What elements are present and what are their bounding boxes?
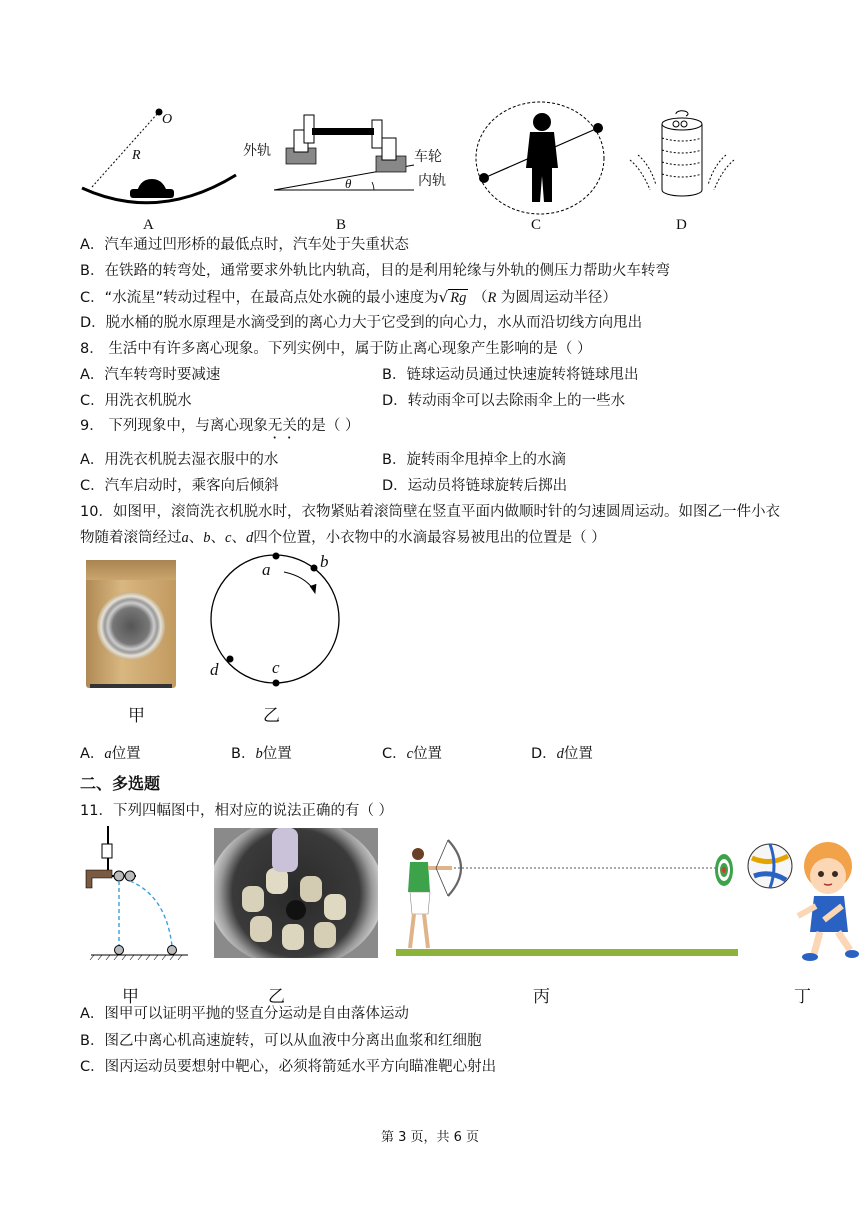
q10-stem-line2 xyxy=(80,528,606,548)
q10-var-b: b xyxy=(203,530,211,546)
caption-a: A xyxy=(143,217,154,233)
volleyball-girl-figure xyxy=(744,836,860,966)
q10-opt-a-var: a xyxy=(104,746,112,762)
q10-var-c: c xyxy=(225,530,232,546)
q8-option-b: B．链球运动员通过快速旋转将链球甩出 xyxy=(382,367,639,383)
q10-option-b xyxy=(231,744,292,764)
q10-option-a xyxy=(80,744,141,764)
sqrt-sign: √ xyxy=(438,288,449,306)
caption-11-jia: 甲 xyxy=(122,987,139,1006)
projectile-apparatus-figure xyxy=(86,826,196,966)
gloved-hand xyxy=(272,828,298,872)
q10-stem-line1: 10．如图甲，滚筒洗衣机脱水时，衣物紧贴着滚筒壁在竖直平面内做顺时针的匀速圆周运动。如图乙一件小衣 xyxy=(80,504,780,520)
q10-opt-b-var: b xyxy=(255,746,263,762)
archery-figure xyxy=(396,832,746,962)
q7-option-c-R: R xyxy=(487,290,497,306)
q9-stem xyxy=(80,416,359,442)
q9-stem-emphasis: 无关 xyxy=(267,418,297,434)
q10-opt-c-pre: C． xyxy=(382,746,407,762)
centrifuge-hub xyxy=(286,900,306,920)
q9-option-a: A．用洗衣机脱去湿衣服中的水 xyxy=(80,452,279,468)
caption-11-bing: 丙 xyxy=(533,987,550,1006)
sample-tube-7 xyxy=(314,922,336,948)
q9-stem-pre: 9． 下列现象中，与离心现象 xyxy=(80,418,268,434)
sample-tube-6 xyxy=(282,924,304,950)
q9-option-b: B．旋转雨伞甩掉伞上的水滴 xyxy=(382,452,566,468)
q8-stem: 8． 生活中有许多离心现象。下列实例中，属于防止离心现象产生影响的是（ ） xyxy=(80,341,592,357)
q10-var-a: a xyxy=(181,530,189,546)
caption-jia: 甲 xyxy=(128,706,145,725)
q10-opt-c-post: 位置 xyxy=(413,746,443,762)
q10-sep-2: 、 xyxy=(210,530,225,546)
q10-opt-b-pre: B． xyxy=(231,746,256,762)
sqrt-content: Rg xyxy=(450,290,467,306)
washer-panel xyxy=(86,560,176,580)
caption-11-yi: 乙 xyxy=(268,987,285,1006)
q7-option-c-paren: （ xyxy=(472,290,488,306)
q8-option-d: D．转动雨伞可以去除雨伞上的一些水 xyxy=(382,393,626,409)
q11-option-b: B．图乙中离心机高速旋转，可以从血液中分离出血浆和红细胞 xyxy=(80,1033,482,1049)
q10-opt-d-post: 位置 xyxy=(563,746,593,762)
q7-option-d: D．脱水桶的脱水原理是水滴受到的离心力大于它受到的向心力，水从而沿切线方向甩出 xyxy=(80,315,643,331)
caption-11-ding: 丁 xyxy=(794,987,811,1006)
label-R: R xyxy=(132,148,141,163)
q7-option-c xyxy=(80,287,617,308)
q10-sep-3: 、 xyxy=(231,530,246,546)
sample-tube-4 xyxy=(324,894,346,920)
q10-var-d: d xyxy=(245,530,254,546)
q10-option-c xyxy=(382,744,442,764)
centrifuge-photo xyxy=(214,828,378,958)
figure-c-water-meteor xyxy=(472,98,608,218)
label-outer-rail: 外轨 xyxy=(243,143,271,159)
q10-option-d xyxy=(531,744,593,764)
drum-label-b: b xyxy=(320,552,329,571)
q10-opt-a-post: 位置 xyxy=(111,746,141,762)
q10-opt-d-var: d xyxy=(556,746,564,762)
washer-door xyxy=(97,592,165,660)
washing-machine-photo xyxy=(86,560,176,688)
figure-a-concave-bridge xyxy=(78,105,243,205)
washer-feet xyxy=(90,684,172,688)
q10-opt-a-pre: A． xyxy=(80,746,105,762)
q11-stem: 11．下列四幅图中，相对应的说法正确的有（ ） xyxy=(80,803,394,819)
sample-tube-3 xyxy=(300,876,322,902)
q10-line2-pre: 物随着滚筒经过 xyxy=(80,530,182,546)
sample-tube-5 xyxy=(250,916,272,942)
page-footer: 第 3 页，共 6 页 xyxy=(380,1130,480,1145)
q11-option-c: C．图丙运动员要想射中靶心，必须将箭延水平方向瞄准靶心射出 xyxy=(80,1059,497,1075)
q8-option-c: C．用洗衣机脱水 xyxy=(80,393,192,409)
sample-tube-1 xyxy=(242,886,264,912)
q10-opt-d-pre: D． xyxy=(531,746,557,762)
figure-d-spin-dryer xyxy=(628,110,736,205)
q9-option-d: D．运动员将链球旋转后掷出 xyxy=(382,478,568,494)
q7-option-c-pre: C．“水流星”转动过程中，在最高点处水碗的最小速度为 xyxy=(80,290,439,306)
label-theta: θ xyxy=(345,176,352,191)
q7-option-b: B．在铁路的转弯处，通常要求外轨比内轨高，目的是利用轮缘与外轨的侧压力帮助火车转弯 xyxy=(80,263,670,279)
q9-stem-post: 的是（ ） xyxy=(296,418,360,434)
q8-option-a: A．汽车转弯时要减速 xyxy=(80,367,221,383)
caption-c: C xyxy=(531,217,542,233)
q10-opt-c-var: c xyxy=(406,746,414,762)
q11-option-a: A．图甲可以证明平抛的竖直分运动是自由落体运动 xyxy=(80,1006,409,1022)
q10-opt-b-post: 位置 xyxy=(262,746,292,762)
q10-line2-post: 四个位置，小衣物中的水滴最容易被甩出的位置是（ ） xyxy=(253,530,606,546)
drum-label-d: d xyxy=(210,660,219,679)
drum-label-a: a xyxy=(262,560,271,579)
drum-label-c: c xyxy=(272,658,280,677)
caption-yi: 乙 xyxy=(263,706,280,725)
q9-option-c: C．汽车启动时，乘客向后倾斜 xyxy=(80,478,279,494)
caption-b: B xyxy=(336,217,347,233)
section-title-multi-choice: 二、多选题 xyxy=(80,774,161,793)
label-inner-rail: 内轨 xyxy=(418,173,446,189)
caption-d: D xyxy=(676,217,687,233)
label-O: O xyxy=(162,112,173,127)
q10-sep-1: 、 xyxy=(188,530,204,546)
label-wheel: 车轮 xyxy=(414,149,442,165)
q7-option-c-post: 为圆周运动半径） xyxy=(496,290,617,306)
q7-option-a: A．汽车通过凹形桥的最低点时，汽车处于失重状态 xyxy=(80,237,409,253)
